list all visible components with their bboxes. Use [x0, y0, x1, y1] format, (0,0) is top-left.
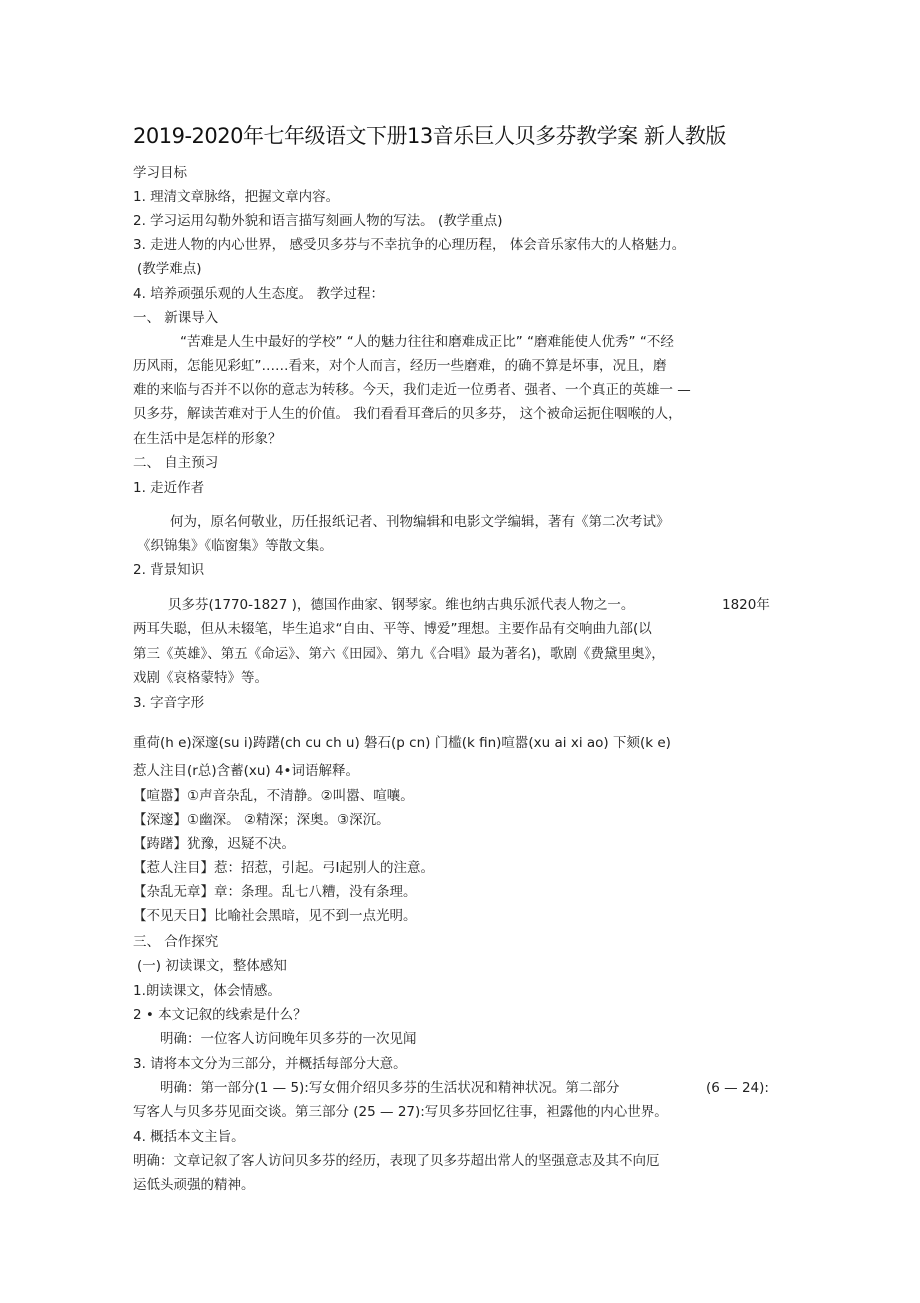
intro-paragraph-line: 贝多芬，解读苦难对于人生的价值。 我们看看耳聋后的贝多芬， 这个被命运扼住咽喉的人， — [133, 406, 682, 422]
intro-paragraph-line: 难的来临与否并不以你的意志为转移。今天，我们走近一位勇者、强者、一个真正的英雄一 — — [133, 382, 691, 398]
intro-paragraph-line: 历风雨，怎能见彩虹”……看来，对个人而言，经历一些磨难，的确不算是坏事，况且，磨 — [133, 358, 667, 374]
answer: 明确：文章记叙了客人访问贝多芬的经历，表现了贝多芬超出常人的坚强意志及其不向厄 — [133, 1153, 660, 1169]
pronunciation-line: 惹人注目(r总)含蓄(xu) 4•词语解释。 — [133, 763, 360, 779]
answer: 运低头顽强的精神。 — [133, 1177, 255, 1193]
background-text-line: 两耳失聪，但从未辍笔，毕生追求“自由、平等、博爱”理想。主要作品有交响曲九部(以 — [133, 621, 652, 637]
pronunciation-line: 重荷(h e)深邃(su i)踌躇(ch cu ch u) 磐石(p cn) 门槛(k fin)喧嚣(xu ai xi ao) 下颏(k e) — [133, 735, 671, 751]
background-text-line: 贝多芬(1770-1827 )，德国作曲家、钢琴家。维也纳古典乐派代表人物之一。 — [168, 597, 635, 613]
subsection-pronunciation: 3. 字音字形 — [133, 695, 205, 711]
author-text-line: 《织锦集》《临窗集》等散文集。 — [137, 538, 333, 554]
word-definition: 【惹人注目】惹：招惹，引起。弓I起别人的注意。 — [133, 860, 434, 876]
intro-paragraph-line: 在生活中是怎样的形象？ — [133, 431, 282, 447]
goal-3-note: (教学难点) — [137, 261, 202, 277]
intro-paragraph-line: “苦难是人生中最好的学校” “人的魅力往往和磨难成正比” “磨难能使人优秀” “不经 — [180, 334, 674, 350]
goal-4: 4. 培养顽强乐观的人生态度。 教学过程： — [133, 286, 384, 302]
question: 3. 请将本文分为三部分，并概括每部分大意。 — [133, 1056, 407, 1072]
question: 4. 概括本文主旨。 — [133, 1129, 245, 1145]
word-definition: 【杂乱无章】章：条理。乱七八糟，没有条理。 — [133, 884, 417, 900]
goals-heading: 学习目标 — [133, 165, 187, 181]
background-text-line: 第三《英雄》、第五《命运》、第六《田园》、第九《合唱》最为著名)，歌剧《费黛里奥》， — [133, 646, 665, 662]
section-2-heading: 二、 自主预习 — [133, 455, 219, 471]
answer: 明确：第一部分(1 — 5):写女佣介绍贝多芬的生活状况和精神状况。第二部分 — [160, 1080, 620, 1096]
subsection-background: 2. 背景知识 — [133, 562, 205, 578]
goal-1: 1. 理清文章脉络，把握文章内容。 — [133, 189, 340, 205]
background-text-line: 戏剧《哀格蒙特》等。 — [133, 670, 268, 686]
word-definition: 【喧嚣】①声音杂乱，不清静。②叫嚣、喧嚷。 — [133, 788, 414, 804]
section-3-heading: 三、 合作探究 — [133, 934, 219, 950]
goal-2: 2. 学习运用勾勒外貌和语言描写刻画人物的写法。 (教学重点) — [133, 213, 503, 229]
goal-3: 3. 走进人物的内心世界， 感受贝多芬与不幸抗争的心理历程， 体会音乐家伟大的人格魅力。 — [133, 237, 686, 253]
answer: 写客人与贝多芬见面交谈。第三部分 (25 — 27):写贝多芬回忆往事，袒露他的内心世界。 — [133, 1104, 668, 1120]
question: 1.朗读课文，体会情感。 — [133, 983, 281, 999]
word-definition: 【深邃】①幽深。 ②精深；深奥。③深沉。 — [133, 812, 390, 828]
question: 2 • 本文记叙的线索是什么？ — [133, 1007, 307, 1023]
subsection-author: 1. 走近作者 — [133, 480, 205, 496]
document-title: 2019-2020年七年级语文下册13音乐巨人贝多芬教学案 新人教版 — [133, 124, 726, 148]
author-text-line: 何为，原名何敬业，历任报纸记者、刊物编辑和电影文学编辑，著有《第二次考试》 — [170, 514, 670, 530]
section-3-subheading: (一) 初读课文，整体感知 — [137, 958, 287, 974]
background-year: 1820年 — [722, 597, 770, 613]
answer-range: (6 — 24): — [706, 1080, 769, 1096]
word-definition: 【不见天日】比喻社会黑暗，见不到一点光明。 — [133, 908, 417, 924]
answer: 明确：一位客人访问晚年贝多芬的一次见闻 — [160, 1031, 417, 1047]
section-1-heading: 一、 新课导入 — [133, 310, 219, 326]
word-definition: 【踌躇】犹豫，迟疑不决。 — [133, 836, 295, 852]
